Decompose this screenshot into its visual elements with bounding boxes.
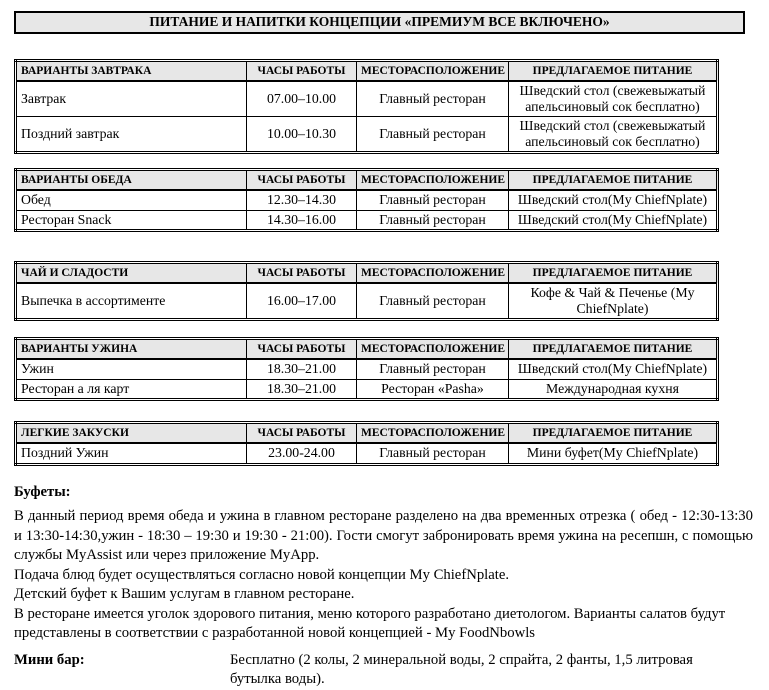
buffet-note-concept: Подача блюд будет осуществляться согласно новой концепции My ChiefNplate. <box>14 566 510 583</box>
table-cell-location: Главный ресторан <box>357 117 509 153</box>
minibar-label: Мини бар: <box>14 651 85 668</box>
table-cell-location: Главный ресторан <box>357 210 509 231</box>
table-cell-hours: 18.30–21.00 <box>247 359 357 379</box>
column-header-category: ВАРИАНТЫ ОБЕДА <box>16 170 247 191</box>
table-cell-offer: Шведский стол(My ChiefNplate) <box>509 190 718 210</box>
minibar-text: Бесплатно (2 колы, 2 минеральной воды, 2 спрайта, 2 фанты, 1,5 литровая бутылка воды). <box>230 651 693 687</box>
column-header-hours: ЧАСЫ РАБОТЫ <box>247 170 357 191</box>
table-header-row <box>16 61 718 82</box>
column-header-category: ВАРИАНТЫ ЗАВТРАКА <box>16 61 247 82</box>
column-header-offer: ПРЕДЛАГАЕМОЕ ПИТАНИЕ <box>509 423 718 444</box>
table-cell-hours: 14.30–16.00 <box>247 210 357 231</box>
column-header-location: МЕСТОРАСПОЛОЖЕНИЕ <box>357 61 509 82</box>
tea-sweets-table <box>14 261 719 321</box>
buffets-heading: Буфеты: <box>14 483 71 500</box>
table-cell-offer: Международная кухня <box>509 379 718 400</box>
table-cell-meal: Выпечка в ассортименте <box>16 283 247 320</box>
dinner-table <box>14 337 719 401</box>
table-cell-offer: Шведский стол(My ChiefNplate) <box>509 359 718 379</box>
page-title: ПИТАНИЕ И НАПИТКИ КОНЦЕПЦИИ «ПРЕМИУМ ВСЕ ВКЛЮЧЕНО» <box>14 11 745 34</box>
table-cell-offer: Шведский стол(My ChiefNplate) <box>509 210 718 231</box>
table-cell-location: Ресторан «Pasha» <box>357 379 509 400</box>
column-header-hours: ЧАСЫ РАБОТЫ <box>247 339 357 360</box>
column-header-category: ЧАЙ И СЛАДОСТИ <box>16 263 247 284</box>
table-cell-meal: Поздний завтрак <box>16 117 247 153</box>
column-header-hours: ЧАСЫ РАБОТЫ <box>247 61 357 82</box>
column-header-location: МЕСТОРАСПОЛОЖЕНИЕ <box>357 423 509 444</box>
table-row <box>16 190 718 210</box>
column-header-hours: ЧАСЫ РАБОТЫ <box>247 423 357 444</box>
table-cell-offer: Кофе & Чай & Печенье (My ChiefNplate) <box>509 283 718 320</box>
table-cell-meal: Поздний Ужин <box>16 443 247 464</box>
table-cell-meal: Ужин <box>16 359 247 379</box>
table-cell-offer: Шведский стол (свежевыжатый апельсиновый сок бесплатно) <box>509 81 718 117</box>
table-cell-location: Главный ресторан <box>357 443 509 464</box>
column-header-offer: ПРЕДЛАГАЕМОЕ ПИТАНИЕ <box>509 170 718 191</box>
table-cell-meal: Завтрак <box>16 81 247 117</box>
table-header-row <box>16 339 718 360</box>
column-header-offer: ПРЕДЛАГАЕМОЕ ПИТАНИЕ <box>509 339 718 360</box>
table-row <box>16 359 718 379</box>
column-header-offer: ПРЕДЛАГАЕМОЕ ПИТАНИЕ <box>509 263 718 284</box>
table-row <box>16 443 718 464</box>
column-header-offer: ПРЕДЛАГАЕМОЕ ПИТАНИЕ <box>509 61 718 82</box>
table-cell-hours: 16.00–17.00 <box>247 283 357 320</box>
table-cell-hours: 23.00-24.00 <box>247 443 357 464</box>
table-header-row <box>16 170 718 191</box>
table-cell-location: Главный ресторан <box>357 190 509 210</box>
column-header-location: МЕСТОРАСПОЛОЖЕНИЕ <box>357 339 509 360</box>
table-cell-location: Главный ресторан <box>357 359 509 379</box>
table-cell-meal: Ресторан а ля карт <box>16 379 247 400</box>
table-cell-location: Главный ресторан <box>357 81 509 117</box>
table-row <box>16 283 718 320</box>
buffet-notes-section <box>14 483 753 644</box>
column-header-category: ВАРИАНТЫ УЖИНА <box>16 339 247 360</box>
table-cell-location: Главный ресторан <box>357 283 509 320</box>
table-cell-hours: 12.30–14.30 <box>247 190 357 210</box>
table-cell-offer: Шведский стол (свежевыжатый апельсиновый сок бесплатно) <box>509 117 718 153</box>
column-header-hours: ЧАСЫ РАБОТЫ <box>247 263 357 284</box>
minibar-section <box>14 651 753 690</box>
table-cell-meal: Обед <box>16 190 247 210</box>
buffet-note-kids: Детский буфет к Вашим услугам в главном ресторане. <box>14 586 355 602</box>
buffet-note-healthy-corner: В ресторане имеется уголок здорового питания, меню которого разработано диетологом. Варианты салатов будут представлены в соответствии с разработанной новой концепцией - My FoodNbowls <box>14 605 726 641</box>
table-row <box>16 210 718 231</box>
table-row <box>16 81 718 117</box>
table-cell-hours: 10.00–10.30 <box>247 117 357 153</box>
table-cell-hours: 18.30–21.00 <box>247 379 357 400</box>
column-header-location: МЕСТОРАСПОЛОЖЕНИЕ <box>357 263 509 284</box>
table-row <box>16 117 718 153</box>
snacks-table <box>14 421 719 466</box>
column-header-location: МЕСТОРАСПОЛОЖЕНИЕ <box>357 170 509 191</box>
table-cell-meal: Ресторан Snack <box>16 210 247 231</box>
column-header-category: ЛЕГКИЕ ЗАКУСКИ <box>16 423 247 444</box>
table-header-row <box>16 423 718 444</box>
table-cell-offer: Мини буфет(My ChiefNplate) <box>509 443 718 464</box>
buffet-note-schedule: В данный период время обеда и ужина в главном ресторане разделено на два временных отрезка ( обед - 12:30-13:30 и 13:30-14:30,ужин - 18:30 – 19:30 и 19:30 - 21:00). Гости смогут забронировать время ужина на ресепшн, с помощью службы MyAssist или через приложение MyApp. <box>14 508 753 563</box>
table-cell-hours: 07.00–10.00 <box>247 81 357 117</box>
breakfast-table <box>14 59 719 154</box>
table-header-row <box>16 263 718 284</box>
table-row <box>16 379 718 400</box>
lunch-table <box>14 168 719 232</box>
